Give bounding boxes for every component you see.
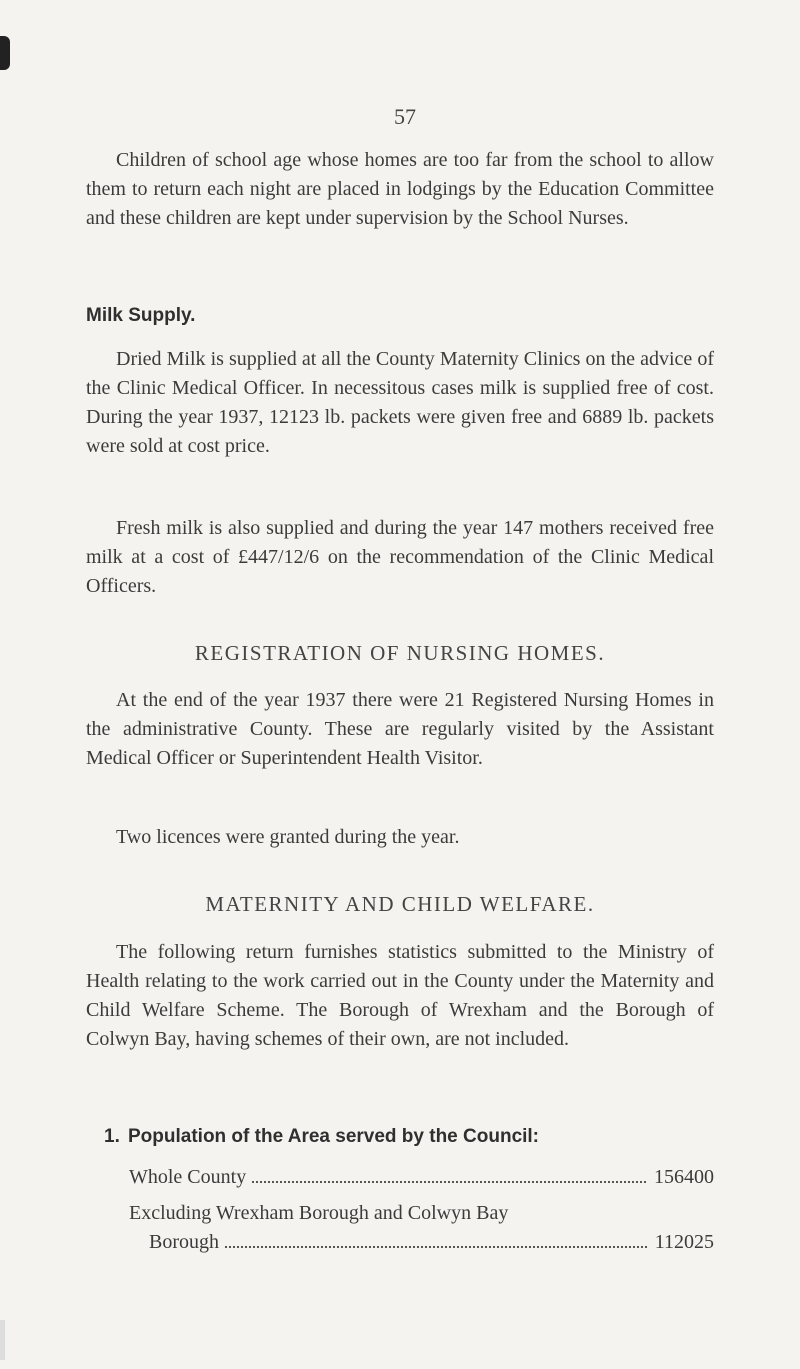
heading-population-text: Population of the Area served by the Council: (128, 1126, 540, 1147)
heading-maternity-child-welfare: MATERNITY AND CHILD WELFARE. (205, 892, 595, 916)
paragraph-registered-homes: At the end of the year 1937 there were 21 Registered Nursing Homes in the administrative County. These are regularly visited by the Assistant Medical Officer or Superintendent Health Visitor. (86, 689, 714, 769)
paragraph-licences: Two licences were granted during the year. (116, 826, 460, 848)
row-excluding-label-line2: Borough (149, 1231, 219, 1253)
row-whole-county-value: 156400 (654, 1166, 714, 1188)
row-excluding-label-line1: Excluding Wrexham Borough and Colwyn Bay (129, 1202, 509, 1224)
heading-population-number: 1. (104, 1126, 120, 1147)
heading-registration-nursing-homes: REGISTRATION OF NURSING HOMES. (194, 641, 606, 665)
paragraph-lodgings: Children of school age whose homes are too far from the school to allow them to return each night are placed in lodgings by the Education Committee and these children are kept under supervision by the School Nurses. (86, 149, 714, 229)
heading-milk-supply: Milk Supply. (86, 305, 196, 326)
heading-population (104, 1126, 539, 1148)
paragraph-fresh-milk: Fresh milk is also supplied and during the year 147 mothers received free milk at a cost of £447/12/6 on the recommendation of the Clinic Medical Officers. (86, 517, 714, 597)
dot-leader (225, 1246, 647, 1248)
row-whole-county (129, 1163, 714, 1192)
paragraph-return-statistics: The following return furnishes statistics submitted to the Ministry of Health relating to the work carried out in the County under the Maternity and Child Welfare Scheme. The Borough of Wrexham and the Borough of Colwyn Bay, having schemes of their own, are not included. (86, 941, 714, 1050)
dot-leader (252, 1181, 646, 1183)
paragraph-dried-milk: Dried Milk is supplied at all the County Maternity Clinics on the advice of the Clinic Medical Officer. In necessitous cases milk is supplied free of cost. During the year 1937, 12123 lb. packets were given free and 6889 lb. packets were sold at cost price. (86, 348, 714, 457)
row-excluding (149, 1228, 714, 1257)
scan-mark (0, 36, 10, 70)
scan-edge (0, 1320, 5, 1360)
row-excluding-value: 112025 (654, 1231, 714, 1253)
page-number: 57 (394, 104, 416, 129)
row-whole-county-label: Whole County (129, 1166, 247, 1188)
